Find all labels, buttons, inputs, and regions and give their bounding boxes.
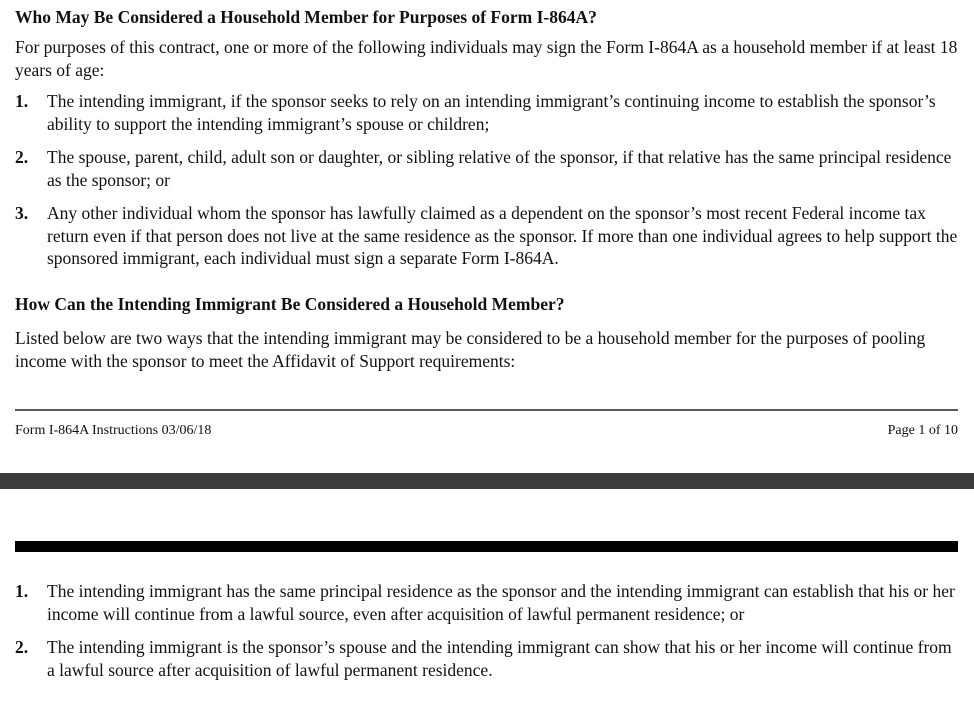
- list-number: 1.: [15, 91, 29, 111]
- list-number: 2.: [15, 147, 29, 167]
- list-item-text: The intending immigrant is the sponsor’s spouse and the intending immigrant can show that his or her income will continue from a lawful source after acquisition of lawful permanent residence.: [47, 637, 952, 680]
- page-2-header-rule: [15, 541, 958, 552]
- list-item-text: The spouse, parent, child, adult son or daughter, or sibling relative of the sponsor, if that relative has the same principal residence as the sponsor; or: [47, 147, 952, 190]
- household-member-list: [15, 90, 960, 270]
- list-number: 1.: [15, 581, 29, 601]
- list-item: [15, 636, 960, 681]
- list-item-text: Any other individual whom the sponsor has lawfully claimed as a dependent on the sponsor’s most recent Federal income tax return even if that person does not live at the same residence as the sponsor. If more than one individual agrees to help support the sponsored immigrant, each individual must sign a separate Form I-864A.: [47, 203, 958, 268]
- list-number: 2.: [15, 637, 29, 657]
- list-item: [15, 90, 960, 135]
- intro-paragraph: For purposes of this contract, one or more of the following individuals may sign the Form I-864A as a household member if at least 18 years of age:: [15, 37, 958, 80]
- list-item: [15, 202, 960, 270]
- list-item-text: The intending immigrant has the same principal residence as the sponsor and the intending immigrant can establish that his or her income will continue from a lawful source, even after acquisition of lawful permanent residence; or: [47, 581, 955, 624]
- footer-page-number: Page 1 of 10: [887, 423, 958, 438]
- footer-divider: [15, 409, 958, 411]
- list-item: [15, 580, 960, 625]
- list-number: 3.: [15, 203, 29, 223]
- list-item: [15, 146, 960, 191]
- immigrant-household-ways-list: [15, 580, 960, 681]
- page-break-separator: [0, 473, 974, 489]
- section-heading-household-member: Who May Be Considered a Household Member for Purposes of Form I-864A?: [15, 7, 597, 27]
- footer-form-info: Form I-864A Instructions 03/06/18: [15, 423, 212, 438]
- listed-below-paragraph: Listed below are two ways that the intending immigrant may be considered to be a household member for the purposes of pooling income with the sponsor to meet the Affidavit of Support requirements:: [15, 328, 926, 371]
- list-item-text: The intending immigrant, if the sponsor seeks to rely on an intending immigrant’s continuing income to establish the sponsor’s ability to support the intending immigrant’s spouse or children;: [47, 91, 936, 134]
- section-heading-intending-immigrant: How Can the Intending Immigrant Be Considered a Household Member?: [15, 294, 565, 314]
